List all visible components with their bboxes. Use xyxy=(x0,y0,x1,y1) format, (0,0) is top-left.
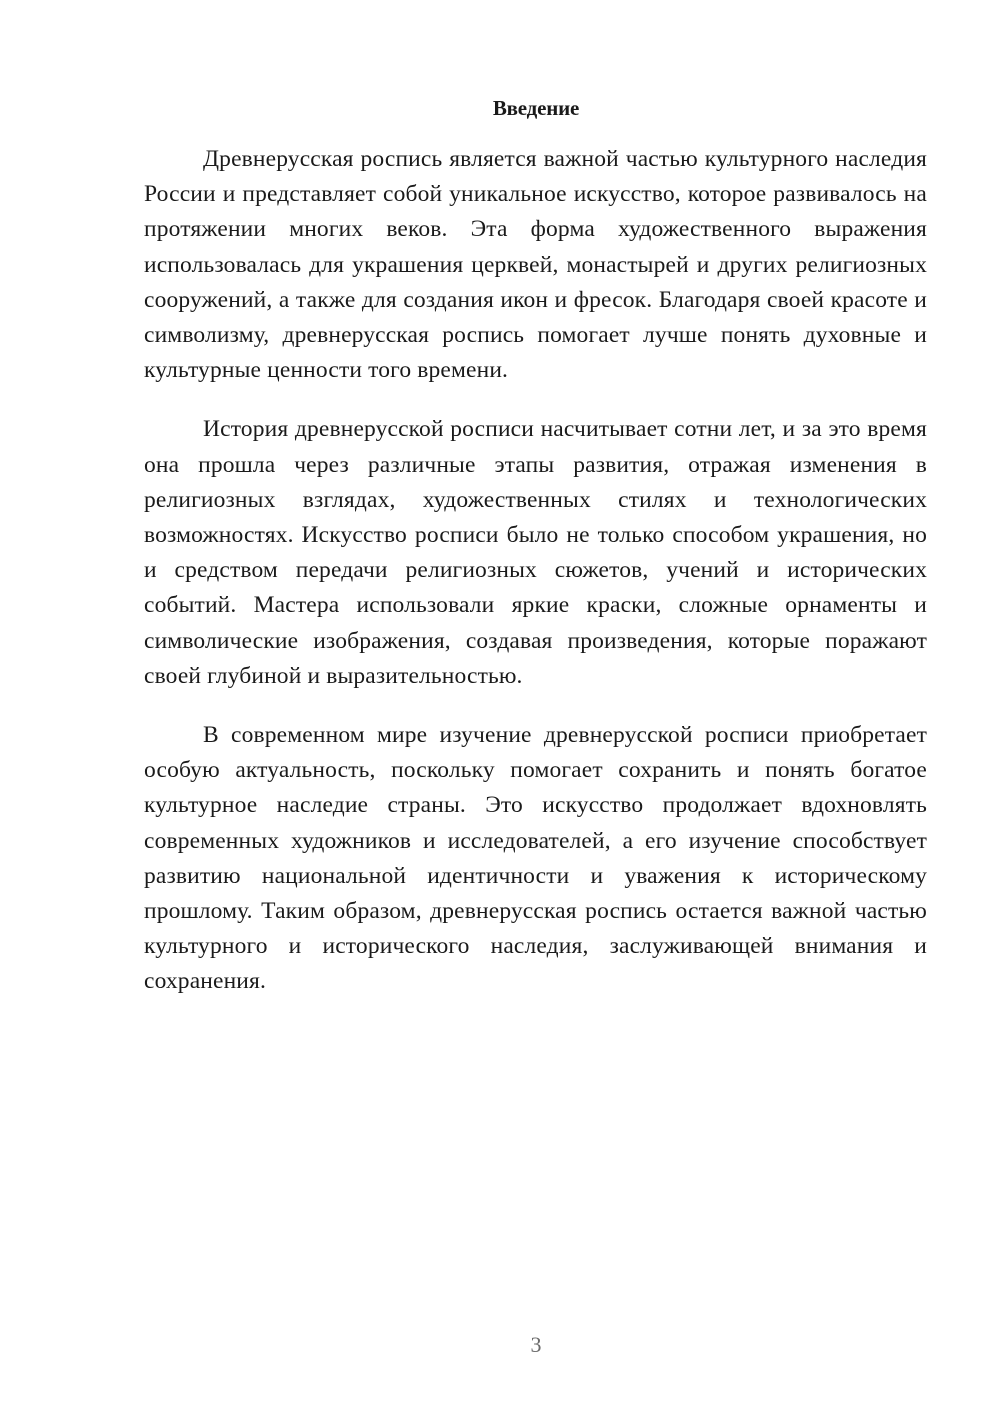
paragraph-3: В современном мире изучение древнерусской росписи приобретает особую актуальность, поскольку помогает сохранить и понять богатое культурное наследие страны. Это искусство продолжает вдохновлять современных художников и исследователей, а его изучение способствует развитию национальной идентичности и уважения к историческому прошлому. Таким образом, древнерусская роспись остается важной частью культурного и исторического наследия, заслуживающей внимания и сохранения. xyxy=(144,722,927,995)
paragraph-2: История древнерусской росписи насчитывает сотни лет, и за это время она прошла через различные этапы развития, отражая изменения в религиозных взглядах, художественных стилях и технологических возможностях. Искусство росписи было не только способом украшения, но и средством передачи религиозных сюжетов, учений и исторических событий. Мастера использовали яркие краски, сложные орнаменты и символические изображения, создавая произведения, которые поражают своей глубиной и выразительностью. xyxy=(144,416,927,689)
page-title: Введение xyxy=(492,96,580,120)
body-text xyxy=(144,142,927,1024)
page-number: 3 xyxy=(530,1332,542,1357)
paragraph-1: Древнерусская роспись является важной частью культурного наследия России и представляет собой уникальное искусство, которое развивалось на протяжении многих веков. Эта форма художественного выражения использовалась для украшения церквей, монастырей и других религиозных сооружений, а также для создания икон и фресок. Благодаря своей красоте и символизму, древнерусская роспись помогает лучше понять духовные и культурные ценности того времени. xyxy=(144,146,927,384)
